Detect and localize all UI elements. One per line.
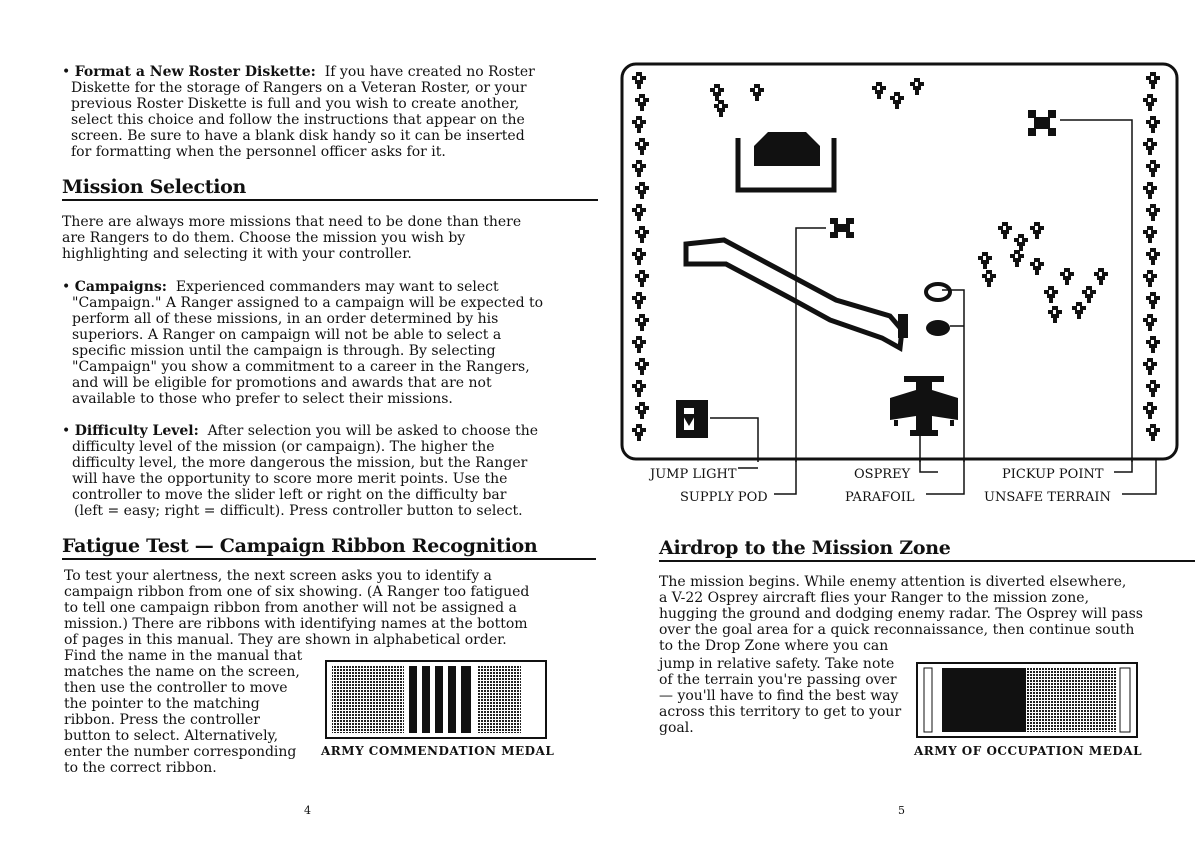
difficulty-item: • Difficulty Level: After selection you will be asked to choose the difficulty level of the mission (or campaign). The higher the difficulty level, the more dangerous the mission, but the Ranger will have the opportunity to score more merit points. Use the controller to move the slider left or right on the difficulty bar (left = easy; right = difficult). Press controller button to select. bbox=[62, 423, 592, 519]
page-number-left: 4 bbox=[304, 804, 311, 817]
fatigue-line: mission.) There are ribbons with identifying names at the bottom bbox=[64, 616, 528, 632]
fatigue-text-short bbox=[64, 648, 314, 776]
airdrop-line: a V-22 Osprey aircraft flies your Ranger to the mission zone, bbox=[659, 590, 1090, 606]
legend-supply-pod: SUPPLY POD bbox=[680, 490, 768, 505]
campaigns-line: and will be eligible for promotions and awards that are not bbox=[72, 375, 492, 391]
fatigue-text-full bbox=[64, 568, 594, 648]
airdrop-line: hugging the ground and dodging enemy radar. The Osprey will pass bbox=[659, 606, 1143, 622]
campaigns-term: Campaigns: bbox=[74, 279, 167, 295]
fatigue-line: the pointer to the matching bbox=[64, 696, 260, 712]
page-number-right: 5 bbox=[898, 804, 905, 817]
airdrop-line: over the goal area for a quick reconnaissance, then continue south bbox=[659, 622, 1135, 638]
fatigue-line: then use the controller to move bbox=[64, 680, 288, 696]
legend-pickup-point: PICKUP POINT bbox=[1002, 467, 1104, 482]
airdrop-line: goal. bbox=[659, 720, 694, 736]
difficulty-term: Difficulty Level: bbox=[74, 423, 199, 439]
fatigue-line: ribbon. Press the controller bbox=[64, 712, 260, 728]
airdrop-line: to the Drop Zone where you can bbox=[659, 638, 889, 654]
airdrop-text-full bbox=[659, 574, 1189, 654]
legend-parafoil: PARAFOIL bbox=[845, 490, 915, 505]
legend-jump-light: JUMP LIGHT bbox=[650, 467, 737, 482]
campaigns-line: perform all of these missions, in an order determined by his bbox=[72, 311, 499, 327]
campaigns-line: specific mission until the campaign is through. By selecting bbox=[72, 343, 496, 359]
mission-intro-line: are Rangers to do them. Choose the mission you wish by bbox=[62, 230, 466, 246]
fatigue-heading-rule bbox=[62, 558, 596, 560]
fatigue-line: to tell one campaign ribbon from another will not be assigned a bbox=[64, 600, 517, 616]
fatigue-line: campaign ribbon from one of six showing. (A Ranger too fatigued bbox=[64, 584, 530, 600]
mission-intro bbox=[62, 214, 592, 262]
airdrop-line: — you'll have to find the best way bbox=[659, 688, 899, 704]
difficulty-line-0: After selection you will be asked to choose the bbox=[207, 423, 538, 439]
army-commendation-caption: ARMY COMMENDATION MEDAL bbox=[321, 744, 555, 758]
fatigue-line: button to select. Alternatively, bbox=[64, 728, 279, 744]
difficulty-line: will have the opportunity to score more merit points. Use the bbox=[72, 471, 508, 487]
difficulty-line: (left = easy; right = difficult). Press controller button to select. bbox=[74, 503, 523, 519]
fatigue-line: of pages in this manual. They are shown in alphabetical order. bbox=[64, 632, 507, 648]
mission-selection-heading: Mission Selection bbox=[62, 176, 247, 198]
mission-intro-line: There are always more missions that need to be done than there bbox=[62, 214, 522, 230]
game-screen-illustration bbox=[620, 62, 1180, 462]
format-line-5: for formatting when the personnel officer asks for it. bbox=[71, 144, 446, 160]
difficulty-line: difficulty level, the more dangerous the mission, but the Ranger bbox=[72, 455, 528, 471]
fatigue-line: Find the name in the manual that bbox=[64, 648, 303, 664]
campaigns-line-0: Experienced commanders may want to select bbox=[175, 279, 499, 295]
airdrop-line: across this territory to get to your bbox=[659, 704, 902, 720]
army-occupation-ribbon bbox=[916, 662, 1138, 738]
format-line-4: screen. Be sure to have a blank disk handy so it can be inserted bbox=[71, 128, 525, 144]
legend-unsafe-terrain: UNSAFE TERRAIN bbox=[984, 490, 1111, 505]
fatigue-test-heading: Fatigue Test — Campaign Ribbon Recognition bbox=[62, 535, 538, 557]
format-roster-item: • Format a New Roster Diskette: If you have created no Roster Diskette for the storage of Rangers on a Veteran Roster, or your previous Roster Diskette is full and you wish to create another, select this choice and follow the instructions that appear on the screen. Be sure to have a blank disk handy so it can be inserted for formatting when the personnel officer asks for it. bbox=[62, 64, 582, 160]
format-line-1: Diskette for the storage of Rangers on a Veteran Roster, or your bbox=[71, 80, 527, 96]
airdrop-line: jump in relative safety. Take note bbox=[659, 656, 895, 672]
format-roster-term: Format a New Roster Diskette: bbox=[74, 64, 316, 80]
airdrop-line: of the terrain you're passing over bbox=[659, 672, 897, 688]
fatigue-line: to the correct ribbon. bbox=[64, 760, 217, 776]
format-line-3: select this choice and follow the instructions that appear on the bbox=[71, 112, 525, 128]
mission-heading-rule bbox=[62, 199, 598, 201]
difficulty-line: controller to move the slider left or right on the difficulty bar bbox=[72, 487, 507, 503]
airdrop-heading: Airdrop to the Mission Zone bbox=[659, 537, 951, 559]
fatigue-line: To test your alertness, the next screen asks you to identify a bbox=[64, 568, 492, 584]
airdrop-line: The mission begins. While enemy attention is diverted elsewhere, bbox=[659, 574, 1127, 590]
army-occupation-caption: ARMY OF OCCUPATION MEDAL bbox=[914, 744, 1143, 758]
airdrop-text-short bbox=[659, 656, 909, 736]
fatigue-line: matches the name on the screen, bbox=[64, 664, 300, 680]
airdrop-heading-rule bbox=[659, 560, 1195, 562]
legend-osprey: OSPREY bbox=[854, 467, 911, 482]
campaigns-line: "Campaign." A Ranger assigned to a campaign will be expected to bbox=[72, 295, 544, 311]
format-line-2: previous Roster Diskette is full and you wish to create another, bbox=[71, 96, 520, 112]
jump-light-icon bbox=[676, 400, 708, 438]
campaigns-item: • Campaigns: Experienced commanders may want to select "Campaign." A Ranger assigned to a campaign will be expected to perform all of these missions, in an order determined by his superiors. A Ranger on campaign will not be able to select a specific mission until the campaign is through. By selecting "Campaign" you show a commitment to a career in the Rangers, and will be eligible for promotions and awards that are not available to those who prefer to select their missions. bbox=[62, 279, 592, 407]
army-commendation-ribbon bbox=[325, 660, 547, 739]
campaigns-line: available to those who prefer to select their missions. bbox=[72, 391, 453, 407]
campaigns-line: superiors. A Ranger on campaign will not be able to select a bbox=[72, 327, 502, 343]
format-line-0: If you have created no Roster bbox=[324, 64, 535, 80]
campaigns-line: "Campaign" you show a commitment to a career in the Rangers, bbox=[72, 359, 530, 375]
fatigue-line: enter the number corresponding bbox=[64, 744, 297, 760]
mission-intro-line: highlighting and selecting it with your controller. bbox=[62, 246, 412, 262]
difficulty-line: difficulty level of the mission (or campaign). The higher the bbox=[72, 439, 495, 455]
